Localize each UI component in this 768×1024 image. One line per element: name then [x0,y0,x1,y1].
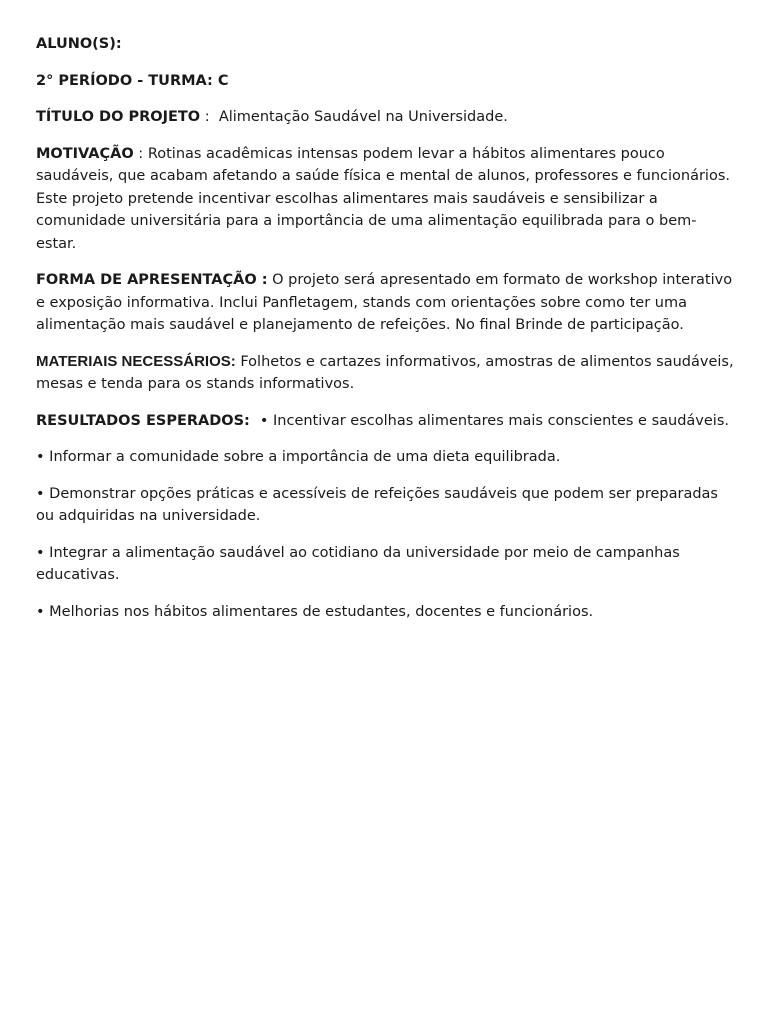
period-class-label: 2° PERÍODO - TURMA: C [36,72,229,89]
students-label: ALUNO(S): [36,36,122,52]
project-title-separator: : [200,109,219,125]
expected-result-item: • Melhorias nos hábitos alimentares de estudantes, docentes e funcionários. [36,603,594,620]
expected-result-item: • Integrar a alimentação saudável ao cotidiano da universidade por meio de campanhas educativas. [36,544,680,583]
motivation-separator: : [133,145,148,162]
project-title-line [36,106,734,129]
period-class-line [36,70,734,93]
motivation-text: Rotinas acadêmicas intensas podem levar a hábitos alimentares pouco saudáveis, que acabam afetando a saúde física e mental de alunos, professores e funcionários. Este projeto pretende incentivar escolhas alimentares mais saudáveis e sensibilizar a comunidade universitária para a importância de uma alimentação equilibrada para o bem-estar. [36,145,730,252]
materials-text: Folhetos e cartazes informativos, amostras de alimentos saudáveis, mesas e tenda para os stands informativos. [36,353,734,392]
presentation-format-text: O projeto será apresentado em formato de workshop interativo e exposição informativa. Inclui Panfletagem, stands com orientações sobre como ter uma alimentação mais saudável e planejamento de refeições. No final Brinde de participação. [36,272,733,333]
materials-label: MATERIAIS NECESSÁRIOS: [36,352,236,370]
materials-paragraph [36,351,734,396]
motivation-label: MOTIVAÇÃO [36,145,134,162]
presentation-format-paragraph [36,269,734,337]
expected-result-item: • Informar a comunidade sobre a importância de uma dieta equilibrada. [36,449,561,465]
expected-results-label: RESULTADOS ESPERADOS: [36,412,250,429]
expected-results-paragraph [36,410,734,433]
project-title-text: Alimentação Saudável na Universidade. [218,109,508,125]
students-line [36,33,734,56]
motivation-paragraph [36,143,734,256]
expected-result-item: • Demonstrar opções práticas e acessíveis de refeições saudáveis que podem ser preparadas ou adquiridas na universidade. [36,485,718,524]
presentation-format-label: FORMA DE APRESENTAÇÃO : [36,272,268,288]
project-title-label: TÍTULO DO PROJETO [36,109,201,125]
expected-results-first-item: • Incentivar escolhas alimentares mais conscientes e saudáveis. [259,412,729,429]
